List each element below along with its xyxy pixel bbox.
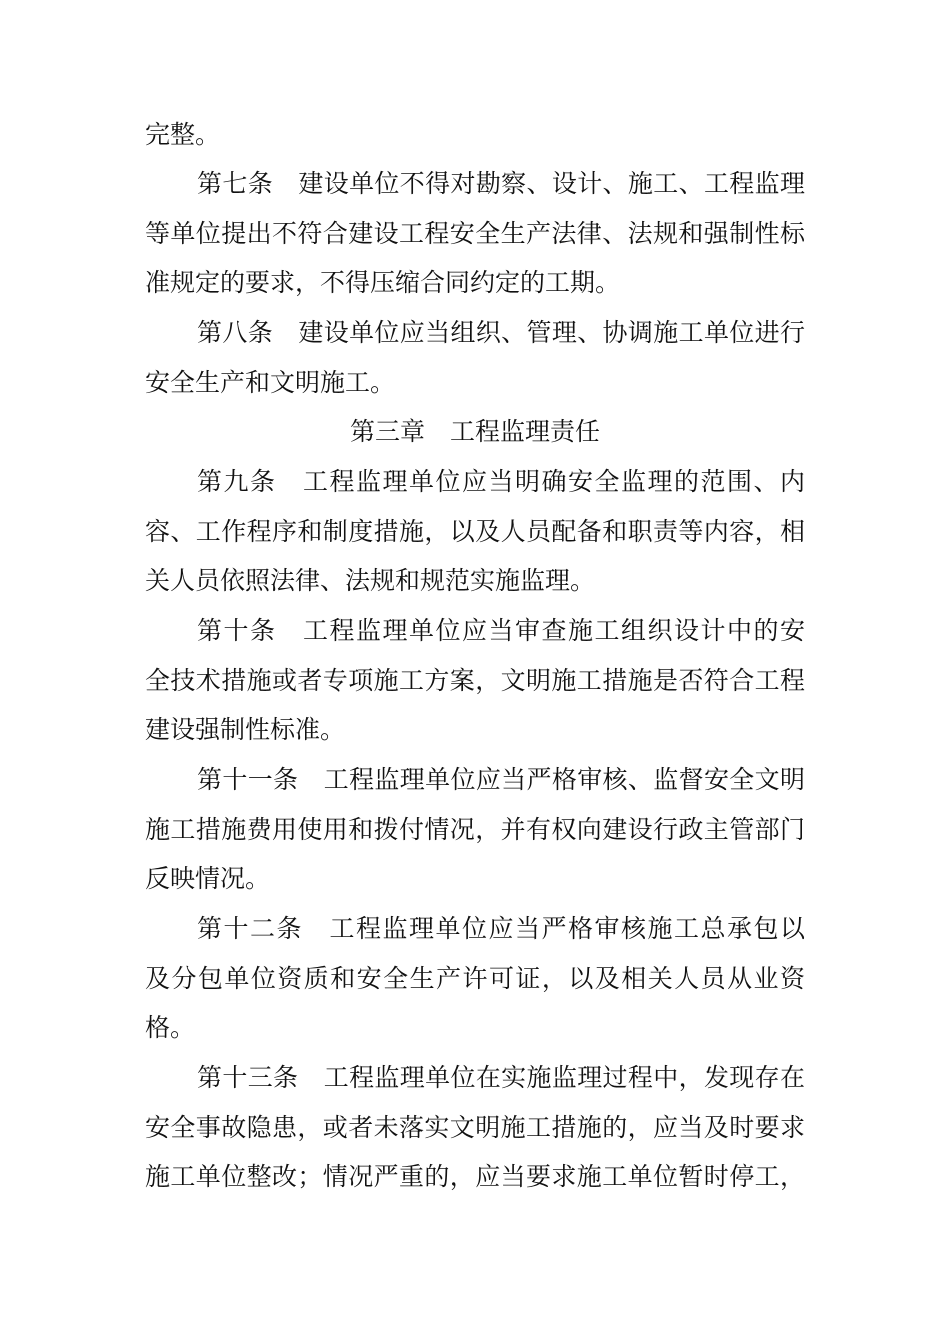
text-line: 反映情况。 (145, 864, 271, 893)
text-line: 准规定的要求，不得压缩合同约定的工期。 (145, 268, 621, 297)
article-13-line: 第十三条 工程监理单位在实施监理过程中，发现存在 (197, 1063, 805, 1092)
article-11-line: 第十一条 工程监理单位应当严格审核、监督安全文明 (197, 765, 805, 794)
text-line: 全技术措施或者专项施工方案，文明施工措施是否符合工程 (145, 666, 805, 695)
text-line: 施工措施费用使用和拨付情况，并有权向建设行政主管部门 (145, 815, 805, 844)
text-line: 完整。 (145, 120, 221, 149)
text-line: 安全事故隐患，或者未落实文明施工措施的，应当及时要求 (145, 1113, 805, 1142)
article-8-line: 第八条 建设单位应当组织、管理、协调施工单位进行 (197, 318, 805, 347)
article-7-line: 第七条 建设单位不得对勘察、设计、施工、工程监理 (197, 169, 805, 198)
text-line: 格。 (145, 1013, 196, 1042)
article-10-line: 第十条 工程监理单位应当审查施工组织设计中的安 (197, 616, 805, 645)
chapter-heading: 第三章 工程监理责任 (349, 417, 600, 446)
article-12-line: 第十二条 工程监理单位应当严格审核施工总承包以 (197, 914, 805, 943)
text-line: 建设强制性标准。 (145, 715, 346, 744)
text-line: 及分包单位资质和安全生产许可证，以及相关人员从业资 (145, 964, 805, 993)
text-line: 等单位提出不符合建设工程安全生产法律、法规和强制性标 (145, 219, 805, 248)
text-line: 容、工作程序和制度措施，以及人员配备和职责等内容，相 (145, 517, 805, 546)
text-line: 安全生产和文明施工。 (145, 368, 396, 397)
text-line: 关人员依照法律、法规和规范实施监理。 (145, 566, 596, 595)
article-9-line: 第九条 工程监理单位应当明确安全监理的范围、内 (197, 467, 805, 496)
text-line: 施工单位整改；情况严重的，应当要求施工单位暂时停工， (145, 1162, 805, 1191)
